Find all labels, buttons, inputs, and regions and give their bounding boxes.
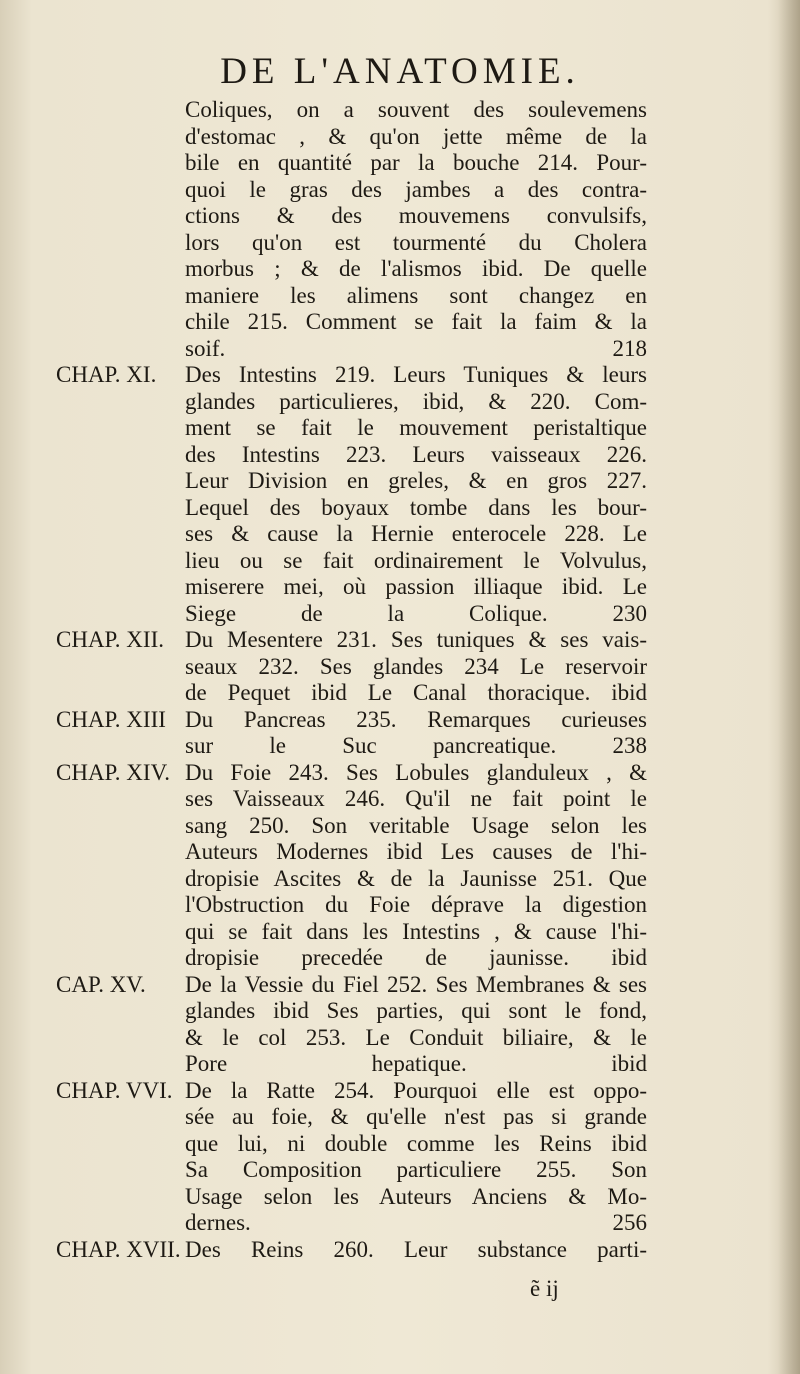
text-line: maniere les alimens sont changez en xyxy=(185,283,647,308)
text-line: Siege de la Colique. 230 xyxy=(185,601,647,626)
text-line: ses Vaisseaux 246. Qu'il ne fait point le xyxy=(185,786,647,811)
text-line: Sa Composition particuliere 255. Son xyxy=(185,1157,647,1182)
text-line: Coliques, on a souvent des soulevemens xyxy=(185,97,647,122)
text-line: miserere mei, où passion illiaque ibid. Le xyxy=(185,574,647,599)
text-line: l'Obstruction du Foie déprave la digestion xyxy=(185,892,647,917)
text-line: bile en quantité par la bouche 214. Pour- xyxy=(185,150,647,175)
text-line: Lequel des boyaux tombe dans les bour- xyxy=(185,495,647,520)
text-line: Du Mesentere 231. Ses tuniques & ses vais- xyxy=(185,627,647,652)
text-line: sée au foie, & qu'elle n'est pas si grande xyxy=(185,1104,647,1129)
text-line: De la Ratte 254. Pourquoi elle est oppo- xyxy=(185,1078,647,1103)
text-line: Pore hepatique. ibid xyxy=(185,1051,647,1076)
chapter-label: CHAP. XII. xyxy=(56,627,164,652)
text-line: ses & cause la Hernie enterocele 228. Le xyxy=(185,521,647,546)
text-line: dernes. 256 xyxy=(185,1210,647,1235)
text-line: Usage selon les Auteurs Anciens & Mo- xyxy=(185,1184,647,1209)
text-line: seaux 232. Ses glandes 234 Le reservoir xyxy=(185,654,647,679)
chapter-label: CHAP. XIII xyxy=(56,707,166,732)
text-line: lors qu'on est tourmenté du Cholera xyxy=(185,230,647,255)
running-header: DE L'ANATOMIE. xyxy=(220,51,580,92)
chapter-label: CAP. XV. xyxy=(56,972,146,997)
text-line: que lui, ni double comme les Reins ibid xyxy=(185,1131,647,1156)
text-line: qui se fait dans les Intestins , & cause l'hi- xyxy=(185,919,647,944)
text-line: morbus ; & de l'alismos ibid. De quelle xyxy=(185,256,647,281)
text-line: Des Intestins 219. Leurs Tuniques & leurs xyxy=(185,362,647,387)
text-line: quoi le gras des jambes a des contra- xyxy=(185,177,647,202)
text-line: lieu ou se fait ordinairement le Volvulus, xyxy=(185,548,647,573)
text-line: Du Pancreas 235. Remarques curieuses xyxy=(185,707,647,732)
text-line: De la Vessie du Fiel 252. Ses Membranes & ses xyxy=(185,972,647,997)
text-line: Du Foie 243. Ses Lobules glanduleux , & xyxy=(185,760,647,785)
text-line: sang 250. Son veritable Usage selon les xyxy=(185,813,647,838)
page-edge-shadow xyxy=(778,0,800,1374)
text-line: Leur Division en greles, & en gros 227. xyxy=(185,468,647,493)
text-line: ment se fait le mouvement peristaltique xyxy=(185,415,647,440)
text-line: de Pequet ibid Le Canal thoracique. ibid xyxy=(185,680,647,705)
text-line: ctions & des mouvemens convulsifs, xyxy=(185,203,647,228)
text-line: glandes ibid Ses parties, qui sont le fond, xyxy=(185,998,647,1023)
chapter-label: CHAP. XIV. xyxy=(56,760,170,785)
text-line: d'estomac , & qu'on jette même de la xyxy=(185,124,647,149)
signature-mark: ẽ ij xyxy=(530,1276,559,1301)
text-line: Des Reins 260. Leur substance parti- xyxy=(185,1237,647,1262)
chapter-label: CHAP. XI. xyxy=(56,362,157,387)
text-line: soif. 218 xyxy=(185,336,647,361)
text-line: glandes particulieres, ibid, & 220. Com- xyxy=(185,389,647,414)
text-line: Auteurs Modernes ibid Les causes de l'hi- xyxy=(185,839,647,864)
text-line: dropisie Ascites & de la Jaunisse 251. Que xyxy=(185,866,647,891)
text-line: chile 215. Comment se fait la faim & la xyxy=(185,309,647,334)
text-line: & le col 253. Le Conduit biliaire, & le xyxy=(185,1025,647,1050)
chapter-label: CHAP. XVII. xyxy=(56,1237,181,1262)
chapter-label: CHAP. VVI. xyxy=(56,1078,173,1103)
text-line: des Intestins 223. Leurs vaisseaux 226. xyxy=(185,442,647,467)
text-line: dropisie precedée de jaunisse. ibid xyxy=(185,945,647,970)
text-line: sur le Suc pancreatique. 238 xyxy=(185,733,647,758)
